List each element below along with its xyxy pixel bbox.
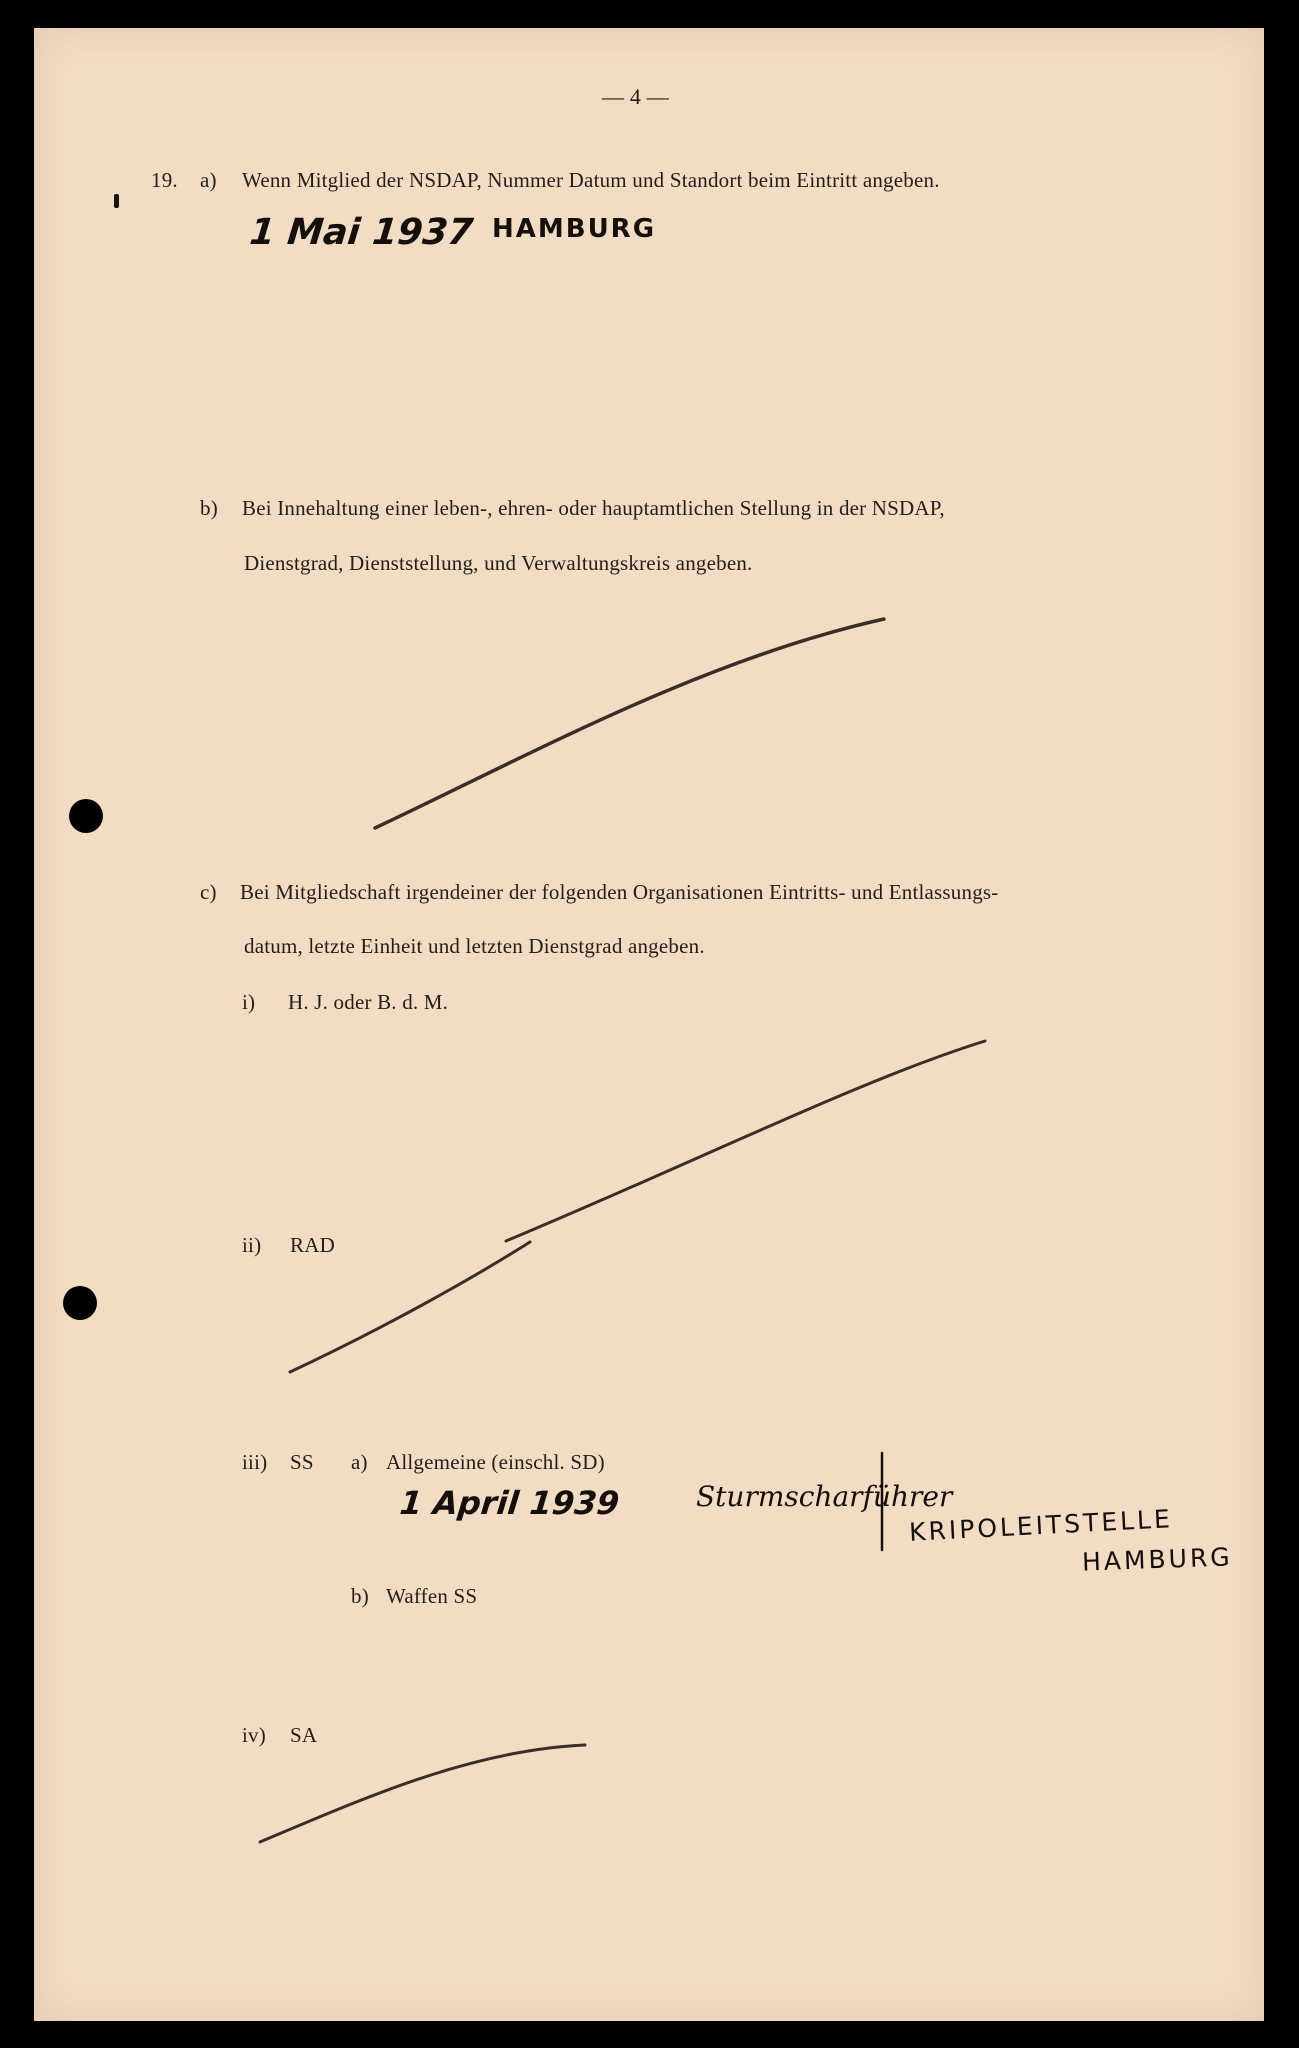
handwritten-ss-rank: Sturmscharführer xyxy=(696,1480,953,1513)
handwritten-nsdap-place: HAMBURG xyxy=(492,214,657,244)
item-c-iii-b-label: Waffen SS xyxy=(386,1584,478,1608)
item-c-line1: Bei Mitgliedschaft irgendeiner der folgenden Organisationen Eintritts- und Entlassungs- xyxy=(240,880,999,904)
item-c-ii-marker: ii) xyxy=(242,1233,262,1257)
item-b-line2: Dienstgrad, Dienststellung, und Verwaltungskreis angeben. xyxy=(244,551,753,575)
item-c-iii-b-marker: b) xyxy=(351,1584,369,1608)
item-b-marker: b) xyxy=(200,496,218,520)
item-c-ii-label: RAD xyxy=(290,1233,335,1257)
strike-line-b xyxy=(375,619,884,828)
item-c-iv-label: SA xyxy=(290,1723,318,1747)
item-a-text: Wenn Mitglied der NSDAP, Nummer Datum und Standort beim Eintritt angeben. xyxy=(242,168,940,192)
handwritten-ss-unit-line2: HAMBURG xyxy=(1081,1542,1234,1577)
strike-line-i xyxy=(506,1041,985,1241)
item-c-iii-a-label: Allgemeine (einschl. SD) xyxy=(386,1450,605,1474)
item-a-marker: a) xyxy=(200,168,217,192)
strike-line-iv xyxy=(260,1745,585,1842)
handwritten-ss-unit-line1: KRIPOLEITSTELLE xyxy=(908,1504,1174,1547)
page-number: — 4 — xyxy=(602,84,669,109)
item-c-iii-label: SS xyxy=(290,1450,314,1474)
strike-line-ii xyxy=(290,1242,530,1372)
item-c-iii-a-marker: a) xyxy=(351,1450,368,1474)
item-c-i-marker: i) xyxy=(242,990,256,1014)
item-c-iv-marker: iv) xyxy=(242,1723,266,1747)
item-b-line1: Bei Innehaltung einer leben-, ehren- oder hauptamtlichen Stellung in der NSDAP, xyxy=(242,496,945,520)
item-c-iii-marker: iii) xyxy=(242,1450,268,1474)
item-c-line2: datum, letzte Einheit und letzten Dienstgrad angeben. xyxy=(244,934,705,958)
item-c-i-label: H. J. oder B. d. M. xyxy=(288,990,449,1014)
item-c-marker: c) xyxy=(200,880,217,904)
handwritten-nsdap-date: 1 Mai 1937 xyxy=(247,212,475,253)
question-number: 19. xyxy=(151,168,178,192)
handwritten-ss-date: 1 April 1939 xyxy=(398,1484,621,1522)
